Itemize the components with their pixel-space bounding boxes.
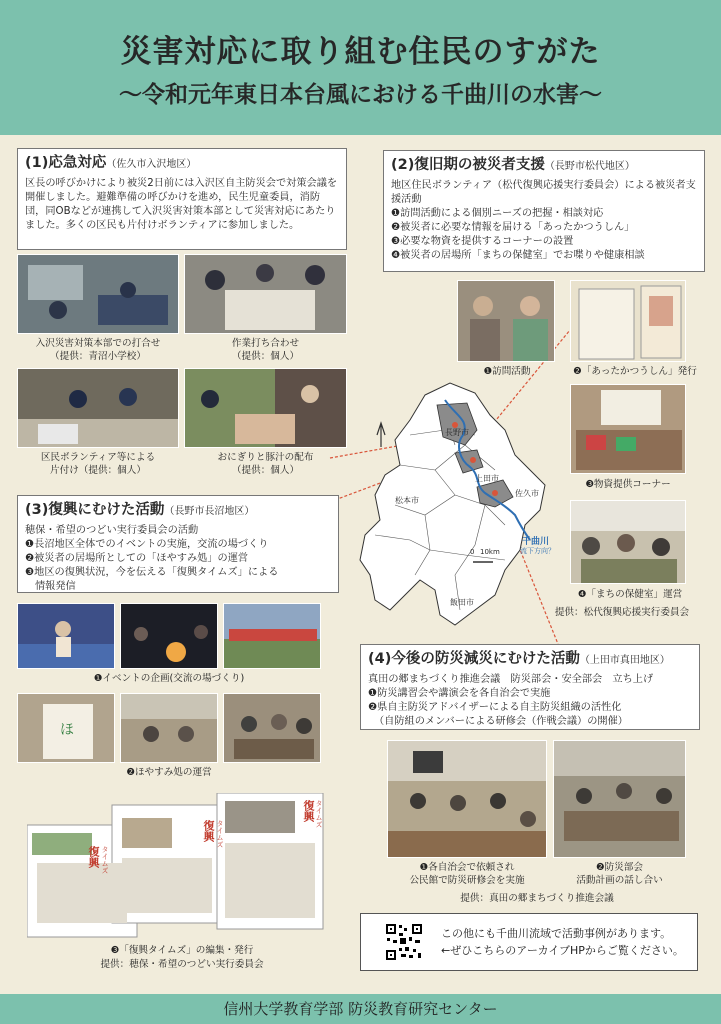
- caption-planning-line2: 活動計画の話し合い: [576, 875, 663, 886]
- label-ueda: 上田市: [475, 474, 499, 483]
- caption-food-line2: （提供：個人）: [231, 465, 300, 476]
- photo-health-room: [570, 500, 686, 584]
- caption-meeting-line1: 入沢災害対策本部での打合せ: [35, 338, 161, 349]
- caption-work-meeting: [184, 337, 347, 363]
- photo-hoyasumi-2: [120, 693, 218, 763]
- photo-event-1: [17, 603, 115, 669]
- caption-planning-line1: ❷防災部会: [596, 862, 643, 873]
- svg-text:ほ: ほ: [60, 722, 74, 738]
- page-subtitle: 〜令和元年東日本台風における千曲川の水害〜: [119, 82, 602, 108]
- caption-training-line2: 公民館で防災研修会を実施: [409, 875, 525, 886]
- caption-visit: ❶訪問活動: [483, 366, 531, 377]
- newspaper-sub-1: タイムズ: [101, 846, 109, 874]
- photo-hoyasumi-1: [17, 693, 115, 763]
- caption-planning: [553, 861, 686, 887]
- map-graphic: [355, 375, 555, 630]
- section3-heading: [25, 501, 331, 521]
- photo-training: [387, 740, 547, 858]
- photo-newsletter: [570, 280, 686, 362]
- section4-credit: 提供：真田の郷まちづくり推進会議: [460, 893, 614, 904]
- section1-location: （佐久市入沢地区）: [106, 159, 197, 170]
- section-future-prevention: [360, 644, 700, 730]
- caption-cleanup-line2: 片付け（提供：個人）: [50, 465, 146, 476]
- caption-training-line1: ❶各自治会で依頼され: [419, 862, 515, 873]
- newspaper-title-2: 復興: [202, 820, 215, 842]
- section3-location: （長野市長沼地区）: [164, 506, 255, 517]
- archive-text-line2: ←ぜひこちらのアーカイブHPからご覧ください。: [441, 944, 684, 957]
- newspaper-collage: [27, 793, 327, 941]
- photo-visit: [457, 280, 555, 362]
- section2-item-3: ❸必要な物資を提供するコーナーの設置: [391, 236, 574, 247]
- archive-text-line1: この他にも千曲川流域で活動事例があります。: [441, 927, 672, 940]
- caption-hoyasumi: ❷ほやすみ処の運営: [126, 767, 212, 778]
- section4-item-1: ❶防災講習会や講演会を各自治会で実施: [368, 688, 551, 699]
- section4-location: （上田市真田地区）: [579, 655, 670, 666]
- photo-work-meeting: [184, 254, 347, 334]
- photo-hoyasumi-3: [223, 693, 321, 763]
- caption-meeting: [17, 337, 179, 363]
- section3-item-3-cont: 情報発信: [35, 581, 76, 592]
- caption-event: ❶イベントの企画(交流の場づくり): [93, 673, 245, 684]
- section4-intro: 真田の郷まちづくり推進会議 防災部会・安全部会 立ち上げ: [368, 674, 654, 685]
- photo-event-2: [120, 603, 218, 669]
- photo-meeting: [17, 254, 179, 334]
- newspaper-title-1: 復興: [87, 846, 100, 868]
- section4-heading: [368, 650, 692, 670]
- photo-food-distribution: [184, 368, 347, 448]
- section1-body: 区長の呼びかけにより被災2日前には入沢区自主防災会で対策会議を開催しました。避難準備の呼びかけを進め，民生児童委員，消防団，同OBなどが連携して入沢災害対策本部として災害対応にあたりました。多くの区民も片付けボランティアに参加しました。: [25, 178, 338, 231]
- section3-credit: 提供：穂保・希望のつどい実行委員会: [100, 959, 264, 970]
- section1-title: (1)応急対応: [25, 155, 107, 171]
- label-river-sub: 流下方向？: [520, 547, 555, 555]
- label-river: 千曲川: [522, 537, 550, 547]
- section2-credit: 提供：松代復興応援実行委員会: [554, 607, 690, 618]
- section1-heading: [25, 154, 339, 174]
- section4-item-2-cont: （自防組のメンバーによる研修会（作戦会議）の開催）: [374, 716, 628, 727]
- caption-cleanup-line1: 区民ボランティア等による: [40, 452, 156, 463]
- section2-item-2: ❷被災者に必要な情報を届ける「あったかつうしん」: [391, 222, 635, 233]
- label-iida: 飯田市: [450, 598, 474, 607]
- chikuma-river-map: [355, 375, 555, 630]
- label-saku: 佐久市: [515, 489, 539, 498]
- caption-work-line2: （提供：個人）: [231, 351, 300, 362]
- section3-item-1: ❶長沼地区全体でのイベントの実施，交流の場づくり: [25, 539, 269, 550]
- section2-item-4: ❹被災者の居場所「まちの保健室」でお喋りや健康相談: [391, 250, 645, 261]
- photo-supply-corner: [570, 384, 686, 474]
- footer-organization: 信州大学教育学部 防災教育研究センター: [0, 994, 721, 1024]
- caption-health-room: ❹「まちの保健室」運営: [577, 589, 683, 600]
- section2-location: （長野市松代地区）: [544, 161, 635, 172]
- label-matsumoto: 松本市: [395, 496, 419, 505]
- caption-food-line1: おにぎりと豚汁の配布: [217, 452, 314, 463]
- caption-meeting-line2: （提供：青沼小学校）: [50, 351, 146, 362]
- caption-cleanup: [17, 451, 179, 477]
- qr-code-icon[interactable]: [385, 923, 423, 961]
- section-recovery-support: [383, 150, 705, 272]
- caption-training: [387, 861, 547, 887]
- label-scale: 10km: [480, 548, 500, 556]
- caption-work-line1: 作業打ち合わせ: [231, 338, 300, 349]
- section4-title: (4)今後の防災減災にむけた活動: [368, 651, 580, 667]
- section3-item-2: ❷被災者の居場所としての「ほやすみ処」の運営: [25, 553, 249, 564]
- caption-food: [184, 451, 347, 477]
- archive-info-box: [360, 913, 698, 971]
- section-emergency-response: [17, 148, 347, 250]
- section-reconstruction: [17, 495, 339, 593]
- section4-item-2: ❷県自主防災アドバイザーによる自主防災組織の活性化: [368, 702, 622, 713]
- archive-text: [441, 925, 684, 959]
- newspaper-sub-2: タイムズ: [216, 820, 224, 848]
- caption-supply: ❸物資提供コーナー: [585, 479, 671, 490]
- newspaper-sub-3: タイムズ: [315, 800, 323, 828]
- page-title: 災害対応に取り組む住民のすがた: [120, 34, 601, 70]
- photo-event-3: [223, 603, 321, 669]
- section2-item-1: ❶訪問活動による個別ニーズの把握・相談対応: [391, 208, 604, 219]
- section2-title: (2)復旧期の被災者支援: [391, 157, 545, 173]
- section2-intro: 地区住民ボランティア（松代復興応援実行委員会）による被災者支援活動: [391, 180, 696, 205]
- label-scale-zero: 0: [470, 548, 475, 556]
- section3-title: (3)復興にむけた活動: [25, 502, 165, 518]
- newspaper-title-3: 復興: [302, 800, 315, 822]
- section3-item-3: ❸地区の復興状況，今を伝える「復興タイムズ」による: [25, 567, 279, 578]
- photo-planning: [553, 740, 686, 858]
- section3-intro: 穂保・希望のつどい実行委員会の活動: [25, 525, 199, 536]
- caption-newsletter: ❷「あったかつうしん」発行: [573, 366, 697, 377]
- label-nagano: 長野市: [445, 428, 469, 437]
- section2-heading: [391, 156, 697, 176]
- photo-cleanup: [17, 368, 179, 448]
- caption-times: ❸「復興タイムズ」の編集・発行: [110, 945, 254, 956]
